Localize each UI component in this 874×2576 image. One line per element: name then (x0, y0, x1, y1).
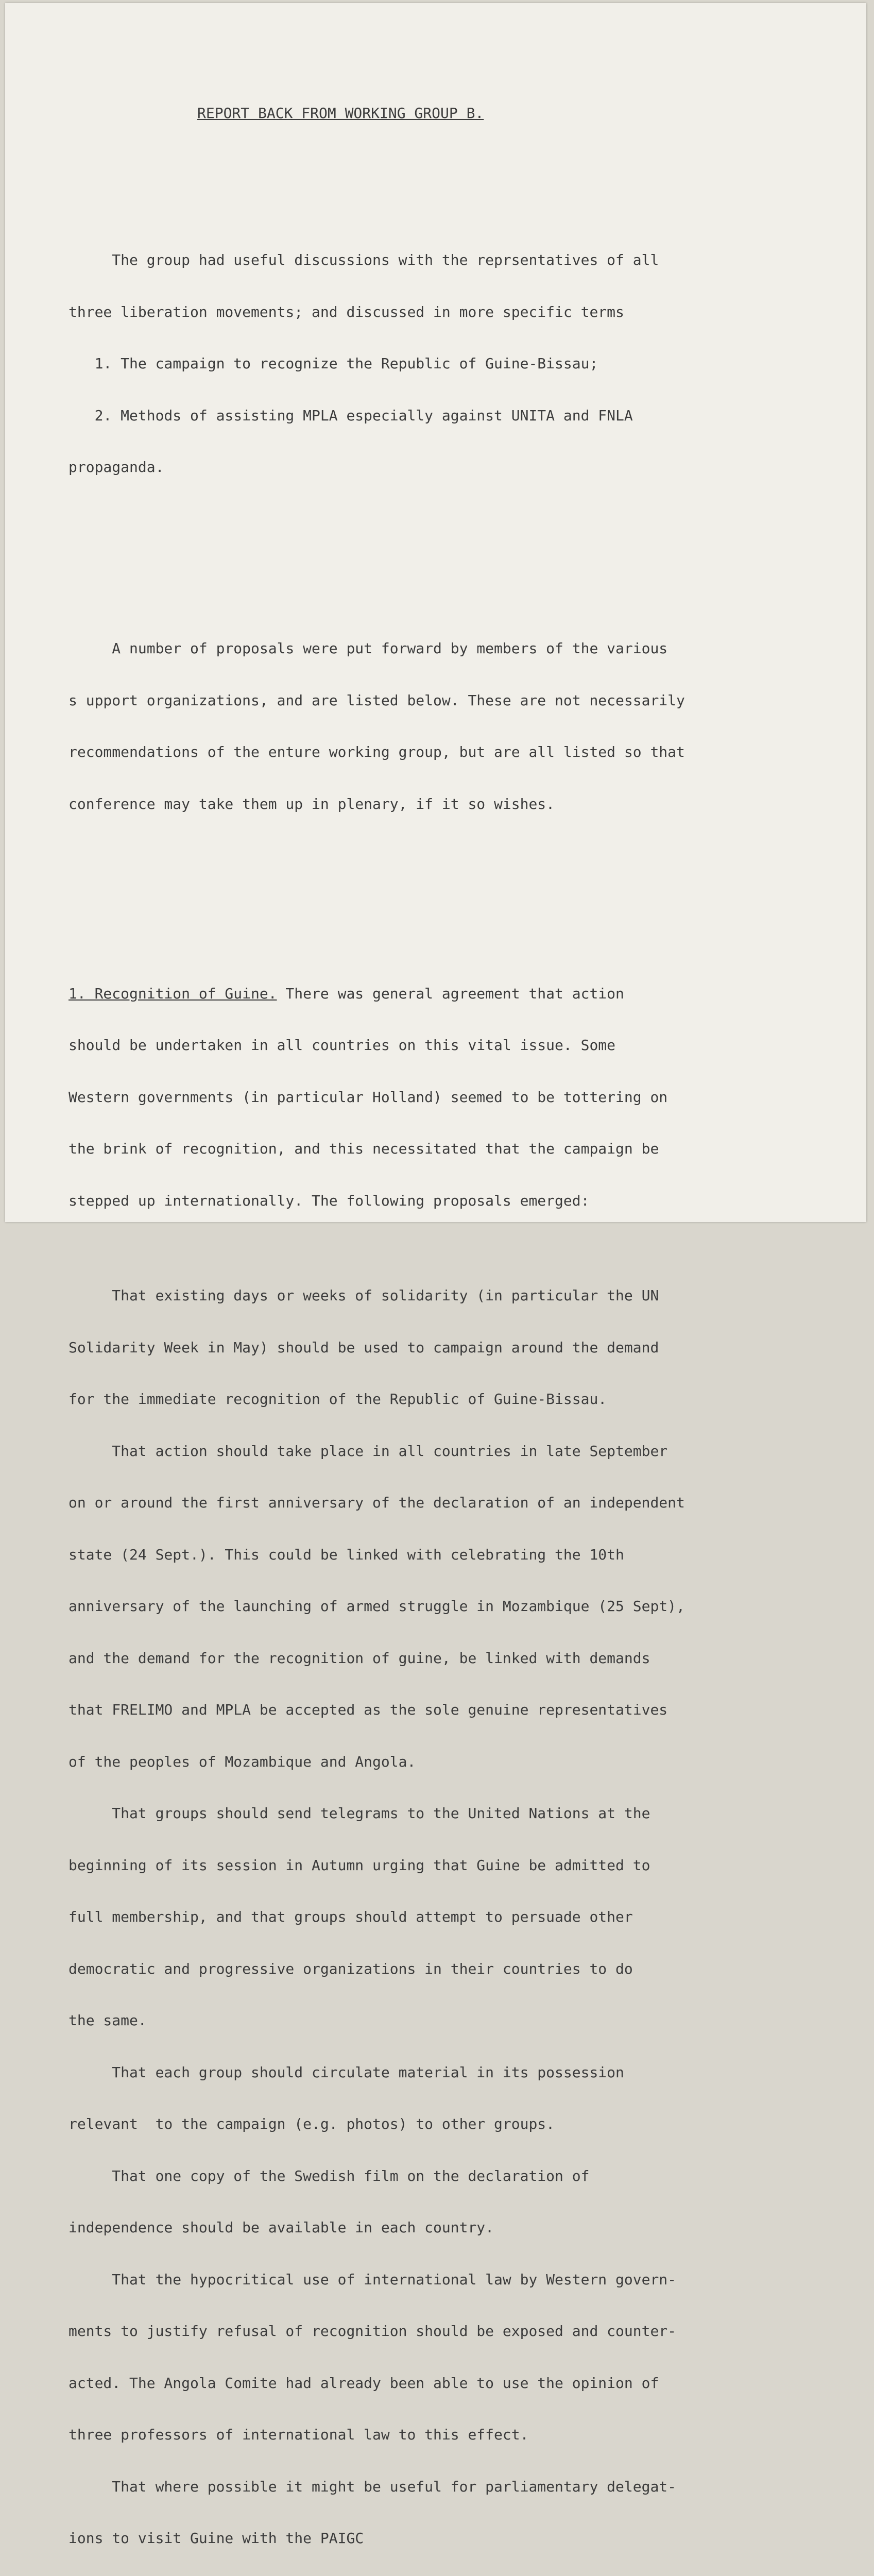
text-line: That where possible it might be useful for parliamentary delegat- (68, 2478, 810, 2496)
text-line: Solidarity Week in May) should be used to campaign around the demand (68, 1339, 810, 1357)
text-line: 2. Methods of assisting MPLA especially against UNITA and FNLA (68, 407, 810, 425)
document-body (68, 70, 810, 2576)
text-line: A number of proposals were put forward by members of the various (68, 640, 810, 657)
document-page (5, 3, 866, 1222)
text-line: relevant to the campaign (e.g. photos) to other groups. (68, 2115, 810, 2133)
text-line: s upport organizations, and are listed below. These are not necessarily (68, 692, 810, 709)
text-line: ions to visit Guine with the PAIGC (68, 2530, 810, 2547)
intro-paragraph (68, 217, 810, 511)
text-line: acted. The Angola Comite had already been able to use the opinion of (68, 2375, 810, 2392)
text-line: Western governments (in particular Holland) seemed to be tottering on (68, 1089, 810, 1106)
text-line: the brink of recognition, and this necessitated that the campaign be (68, 1140, 810, 1158)
text-line: conference may take them up in plenary, if it so wishes. (68, 795, 810, 813)
text-line: state (24 Sept.). This could be linked with celebrating the 10th (68, 1546, 810, 1564)
text-line: of the peoples of Mozambique and Angola. (68, 1753, 810, 1771)
section-heading: 1. Recognition of Guine. (68, 985, 277, 1002)
text-line: for the immediate recognition of the Republic of Guine-Bissau. (68, 1391, 810, 1408)
text-line: democratic and progressive organizations in their countries to do (68, 1960, 810, 1978)
text-line: That one copy of the Swedish film on the declaration of (68, 2167, 810, 2185)
text-line: There was general agreement that action (277, 985, 624, 1002)
section-recognition-of-guine (68, 951, 810, 2576)
text-line: That each group should circulate material in its possession (68, 2064, 810, 2081)
text-line: should be undertaken in all countries on this vital issue. Some (68, 1037, 810, 1054)
proposals-intro-paragraph (68, 605, 810, 847)
text-line: That groups should send telegrams to the United Nations at the (68, 1805, 810, 1822)
text-line: full membership, and that groups should attempt to persuade other (68, 1908, 810, 1926)
text-line: The group had useful discussions with the reprsentatives of all (68, 251, 810, 269)
text-line: anniversary of the launching of armed struggle in Mozambique (25 Sept), (68, 1598, 810, 1615)
text-line: That action should take place in all countries in late September (68, 1443, 810, 1460)
text-line: ments to justify refusal of recognition should be exposed and counter- (68, 2323, 810, 2340)
text-line: the same. (68, 2012, 810, 2029)
text-line: and the demand for the recognition of guine, be linked with demands (68, 1650, 810, 1667)
text-line: That existing days or weeks of solidarity (in particular the UN (68, 1287, 810, 1304)
document-title: REPORT BACK FROM WORKING GROUP B. (197, 105, 810, 122)
text-line: 1. The campaign to recognize the Republic of Guine-Bissau; (68, 355, 810, 372)
text-line: propaganda. (68, 459, 810, 476)
text-line: on or around the first anniversary of the declaration of an independent (68, 1494, 810, 1512)
text-line: That the hypocritical use of international law by Western govern- (68, 2271, 810, 2289)
text-line: that FRELIMO and MPLA be accepted as the sole genuine representatives (68, 1701, 810, 1719)
text-line: independence should be available in each country. (68, 2219, 810, 2236)
text-line: recommendations of the enture working group, but are all listed so that (68, 743, 810, 761)
text-line: three professors of international law to this effect. (68, 2426, 810, 2444)
text-line: stepped up internationally. The following proposals emerged: (68, 1192, 810, 1210)
text-line: beginning of its session in Autumn urging that Guine be admitted to (68, 1857, 810, 1874)
text-line: three liberation movements; and discussed in more specific terms (68, 303, 810, 321)
